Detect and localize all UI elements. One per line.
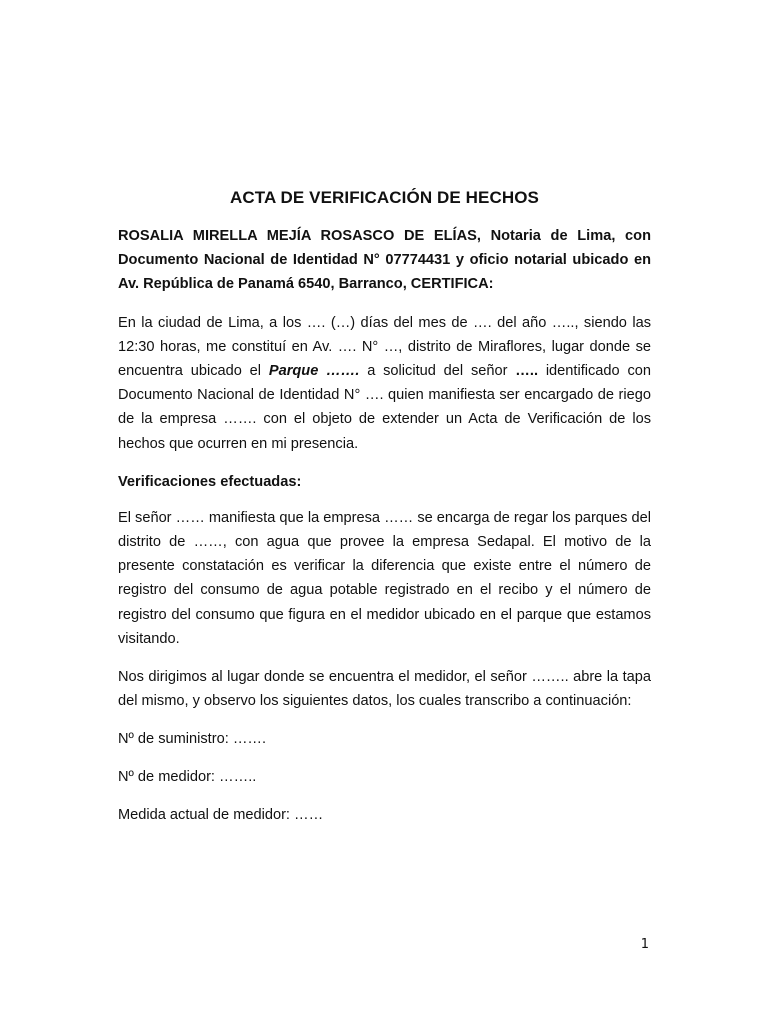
verifications-heading: Verificaciones efectuadas:	[118, 473, 302, 490]
requester-name: …..	[515, 363, 538, 380]
intro-paragraph: ROSALIA MIRELLA MEJÍA ROSASCO DE ELÍAS, Notaria de Lima, con Documento Nacional de Identidad N° 07774431 y oficio notarial ubicado en Av. República de Panamá 6540, Barranco, CERTIFICA:	[118, 228, 651, 293]
document-title: ACTA DE VERIFICACIÓN DE HECHOS	[229, 188, 540, 207]
paragraph-visit-text-2: a solicitud del señor	[359, 363, 516, 380]
paragraph-verification-purpose: El señor …… manifiesta que la empresa …… se encarga de regar los parques del distrito de ……, con agua que provee la empresa Sedapal. El motivo de la presente constatación es verificar la diferencia que existe entre el número de registro del consumo de agua potable registrado en el recibo y el número de registro del consumo que figura en el medidor ubicado en el parque que estamos visitando.	[118, 509, 651, 647]
paragraph-meter-inspection: Nos dirigimos al lugar donde se encuentra el medidor, el señor …….. abre la tapa del mismo, y observo los siguientes datos, los cuales transcribo a continuación:	[118, 669, 651, 710]
paragraph-visit-text-1: En la ciudad de Lima, a los …. (…) días del mes de …. del año ….., siendo las 12:30 horas, me constituí en Av. …. N° …, distrito de Miraflores, lugar donde se encuentra ubicado el	[118, 314, 651, 380]
document-body	[118, 186, 651, 841]
page-number: 1	[640, 937, 649, 952]
paragraph-visit-details	[118, 311, 651, 456]
meter-number-field: Nº de medidor: ……..	[118, 769, 257, 786]
paragraph-visit-text-3: identificado con Documento Nacional de Identidad N° …. quien manifiesta ser encargado de riego de la empresa ……. con el objeto de extender un Acta de Verificación de los hechos que ocurren en mi presencia.	[118, 363, 651, 452]
current-reading-field: Medida actual de medidor: ……	[118, 807, 324, 824]
supply-number-field: Nº de suministro: …….	[118, 731, 267, 748]
park-name: Parque …….	[268, 363, 360, 380]
